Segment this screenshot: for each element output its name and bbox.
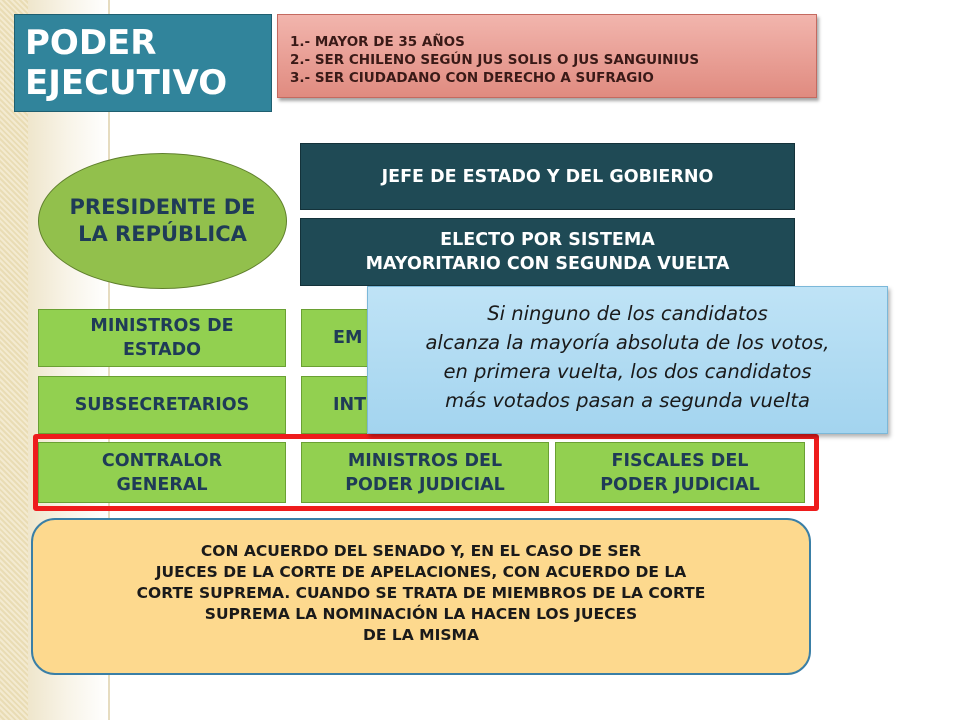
president-line-1: PRESIDENTE DE: [69, 195, 256, 219]
judicial-ministers-line-2: PODER JUDICIAL: [345, 474, 505, 495]
intendants-label: INT: [333, 395, 367, 415]
requirement-item: 1.- MAYOR DE 35 AÑOS: [290, 34, 465, 50]
head-of-state-label: JEFE DE ESTADO Y DEL GOBIERNO: [381, 166, 714, 187]
election-line-2: MAYORITARIO CON SEGUNDA VUELTA: [365, 254, 730, 274]
ministers-line-1: MINISTROS DE: [90, 316, 234, 336]
undersecretaries-label: SUBSECRETARIOS: [74, 395, 250, 415]
election-system-box: [300, 218, 795, 286]
requirement-item: 3.- SER CIUDADANO CON DERECHO A SUFRAGIO: [290, 70, 654, 86]
president-line-2: LA REPÚBLICA: [78, 222, 247, 246]
president-oval: [38, 153, 287, 289]
agreement-line: DE LA MISMA: [363, 626, 479, 644]
senate-agreement-box: [31, 518, 811, 675]
agreement-line: JUECES DE LA CORTE DE APELACIONES, CON ACUERDO DE LA: [155, 563, 687, 581]
requirements-box: [277, 14, 817, 98]
judicial-ministers-line-1: MINISTROS DEL: [347, 450, 503, 471]
requirement-item: 2.- SER CHILENO SEGÚN JUS SOLIS O JUS SANGUINIUS: [290, 52, 700, 68]
title-box: [14, 14, 272, 112]
head-of-state-box: [300, 143, 795, 210]
note-line: más votados pasan a segunda vuelta: [445, 389, 810, 412]
note-line: Si ninguno de los candidatos: [487, 302, 768, 325]
comptroller-line-2: GENERAL: [116, 474, 208, 495]
note-line: en primera vuelta, los dos candidatos: [443, 360, 812, 383]
comptroller-line-1: CONTRALOR: [101, 450, 223, 471]
undersecretaries-box: [38, 376, 286, 434]
agreement-line: SUPREMA LA NOMINACIÓN LA HACEN LOS JUECES: [204, 605, 638, 623]
title-line-2: EJECUTIVO: [25, 63, 228, 103]
title-line-1: PODER: [25, 23, 157, 63]
ministers-line-2: ESTADO: [122, 340, 202, 360]
ambassadors-label: EM: [333, 328, 363, 348]
election-line-1: ELECTO POR SISTEMA: [440, 230, 655, 250]
judicial-prosecutors-line-1: FISCALES DEL: [611, 450, 749, 471]
ministers-of-state-box: [38, 309, 286, 367]
runoff-note-box: [367, 286, 888, 434]
judicial-prosecutors-line-2: PODER JUDICIAL: [600, 474, 760, 495]
note-line: alcanza la mayoría absoluta de los votos,: [425, 331, 830, 354]
highlight-frame: [33, 434, 819, 511]
agreement-line: CORTE SUPREMA. CUANDO SE TRATA DE MIEMBROS DE LA CORTE: [136, 584, 706, 602]
agreement-line: CON ACUERDO DEL SENADO Y, EN EL CASO DE SER: [200, 542, 642, 560]
